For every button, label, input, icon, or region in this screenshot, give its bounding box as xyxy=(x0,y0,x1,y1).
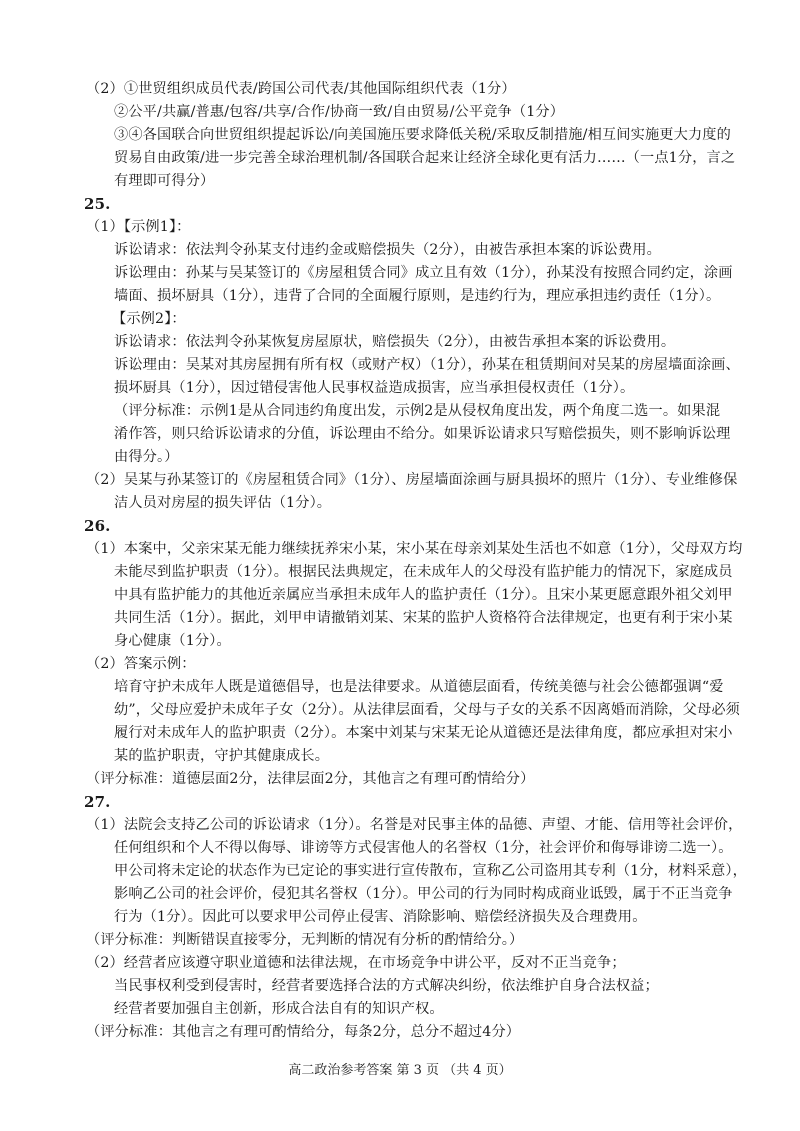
q26-part2-heading: （2）答案示例： xyxy=(86,656,196,672)
page-footer: 高二政治参考答案 第 3 页 （共 4 页） xyxy=(288,1063,512,1078)
q25-scoring-note: （评分标准：示例1是从合同违约角度出发，示例2是从侵权角度出发，两个角度二选一。如果混 xyxy=(114,403,721,419)
q24-part2-point34-end: 有理即可得分） xyxy=(114,173,215,189)
q25-part1-example1-heading: （1）【示例1】： xyxy=(86,219,191,235)
q25-example2-reason-cont: 损坏厨具（1分），因过错侵害他人民事权益造成损害，应当承担侵权责任（1分）。 xyxy=(114,380,635,396)
q27-part1-line2: 任何组织和个人不得以侮辱、诽谤等方式侵害他人的名誉权（1分，社会评价和侮辱诽谤二选一）。 xyxy=(114,840,733,856)
q26-part2-line4: 某的监护职责，守护其健康成长。 xyxy=(114,748,330,764)
q25-example1-claim: 诉讼请求：依法判令孙某支付违约金或赔偿损失（2分），由被告承担本案的诉讼费用。 xyxy=(114,242,661,258)
question-number-27: 27. xyxy=(84,793,111,811)
q26-part1: （1）本案中，父亲宋某无能力继续抚养宋小某，宋小某在母亲刘某处生活也不如意（1分），父母双方均 xyxy=(86,541,743,557)
q24-part2-point2: ②公平/共赢/普惠/包容/共享/合作/协商一致/自由贸易/公平竞争（1分） xyxy=(114,104,565,120)
q26-part1-line3: 中具有监护能力的其他近亲属应当承担未成年人的监护责任（1分）。且宋小某更愿意跟外祖父刘甲 xyxy=(114,587,733,603)
q25-example2-reason: 诉讼理由：吴某对其房屋拥有所有权（或财产权）（1分），孙某在租赁期间对吴某的房屋墙面涂画、 xyxy=(114,357,740,373)
question-number-26: 26. xyxy=(84,517,111,535)
q27-part1-line3: 甲公司将未定论的状态作为已定论的事实进行宣传散布，宣称乙公司盗用其专利（1分，材料采意）， xyxy=(114,863,747,879)
question-number-25: 25. xyxy=(84,195,111,213)
q24-part2-point34-cont: 贸易自由政策/进一步完善全球治理机制/各国联合起来让经济全球化更有活力……（一点1分，言之 xyxy=(114,150,736,166)
q26-part2-line2: 幼”，父母应爱护未成年子女（2分）。从法律层面看，父母与子女的关系不因离婚而消除，父母必须 xyxy=(114,702,740,718)
q26-scoring-note: （评分标准：道德层面2分，法律层面2分，其他言之有理可酌情给分） xyxy=(86,771,535,787)
q25-example1-reason-cont: 墙面、损坏厨具（1分），违背了合同的全面履行原则，是违约行为，理应承担违约责任（1分）。 xyxy=(114,288,721,304)
q25-part2-cont: 洁人员对房屋的损失评估（1分）。 xyxy=(114,495,332,511)
q27-part1-line5: 行为（1分）。因此可以要求甲公司停止侵害、消除影响、赔偿经济损失及合理费用。 xyxy=(114,909,647,925)
q27-part1: （1）法院会支持乙公司的诉讼请求（1分）。名誉是对民事主体的品德、声望、才能、信用等社会评价， xyxy=(86,817,743,833)
q24-part2-intro: （2）①世贸组织成员代表/跨国公司代表/其他国际组织代表（1分） xyxy=(86,81,516,97)
q27-part1-scoring-note: （评分标准：判断错误直接零分，无判断的情况有分析的酌情给分。） xyxy=(86,932,524,948)
q27-part2-line2: 当民事权利受到侵害时，经营者要选择合法的方式解决纠纷，依法维护自身合法权益； xyxy=(114,978,659,994)
q25-scoring-note-cont: 淆作答，则只给诉讼请求的分值，诉讼理由不给分。如果诉讼请求只写赔偿损失，则不影响诉讼理 xyxy=(114,426,731,442)
q26-part2-line3: 履行对未成年人的监护职责（2分）。本案中刘某与宋某无论从道德还是法律角度，都应承担对宋小 xyxy=(114,725,733,741)
q27-part2-scoring-note: （评分标准：其他言之有理可酌情给分，每条2分，总分不超过4分） xyxy=(86,1024,521,1040)
q26-part1-line4: 共同生活（1分）。据此，刘甲申请撤销刘某、宋某的监护人资格符合法律规定，也更有利于宋小某 xyxy=(114,610,733,626)
q27-part1-line4: 影响乙公司的社会评价，侵犯其名誉权（1分）。甲公司的行为同时构成商业诋毁，属于不正当竞争 xyxy=(114,886,733,902)
q27-part2: （2）经营者应该遵守职业道德和法律法规，在市场竞争中讲公平，反对不正当竞争； xyxy=(86,955,626,971)
q24-part2-point34: ③④各国联合向世贸组织提起诉讼/向美国施压要求降低关税/采取反制措施/相互间实施更大力度的 xyxy=(114,127,731,143)
q26-part1-line2: 未能尽到监护职责（1分）。根据民法典规定，在未成年人的父母没有监护能力的情况下，家庭成员 xyxy=(114,564,733,580)
q27-part2-line3: 经营者要加强自主创新，形成合法自有的知识产权。 xyxy=(114,1001,444,1017)
q25-part2: （2）吴某与孙某签订的《房屋租赁合同》（1分）、房屋墙面涂画与厨具损坏的照片（1分）、专业维修保 xyxy=(86,472,738,488)
q25-scoring-note-end: 由得分。） xyxy=(114,449,179,465)
q25-example2-heading: 【示例2】： xyxy=(112,311,186,327)
q26-part2-line1: 培育守护未成年人既是道德倡导，也是法律要求。从道德层面看，传统美德与社会公德都强调“爱 xyxy=(114,679,724,695)
q25-example1-reason: 诉讼理由：孙某与吴某签订的《房屋租赁合同》成立且有效（1分），孙某没有按照合同约定，涂画 xyxy=(114,265,733,281)
q25-example2-claim: 诉讼请求：依法判令孙某恢复房屋原状，赔偿损失（2分），由被告承担本案的诉讼费用。 xyxy=(114,334,676,350)
q26-part1-line5: 身心健康（1分）。 xyxy=(114,633,231,649)
